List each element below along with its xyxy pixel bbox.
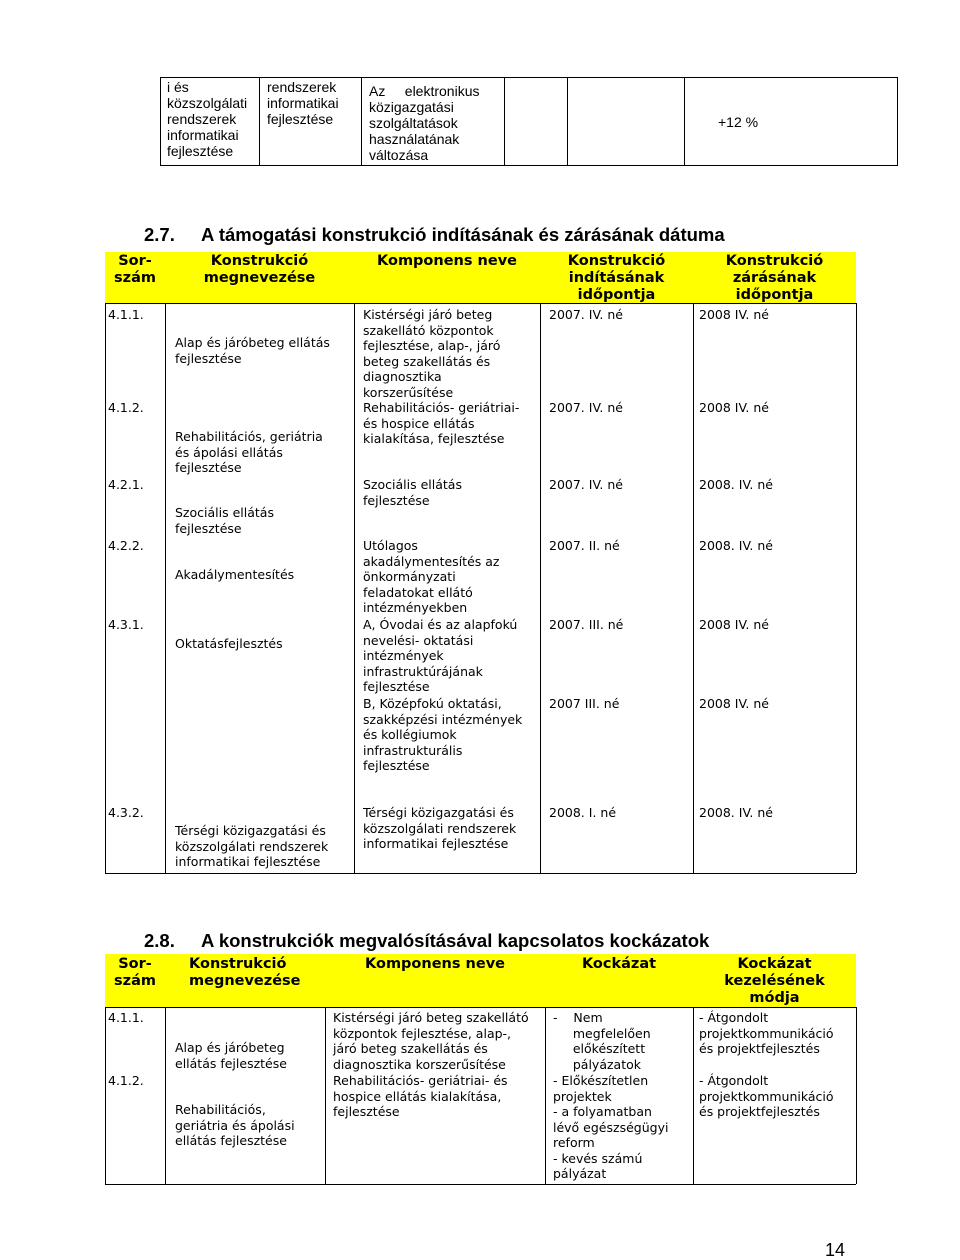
risk-row-komponens: Rehabilitációs- geriátriai- és hospice ellátás kialakítása, fejlesztése [333, 1073, 508, 1119]
top-table-col2: rendszerek informatikai fejlesztése [267, 79, 339, 127]
header-komponens: Komponens neve [365, 956, 505, 972]
row-komponens: Utólagos akadálymentesítés az önkormányzati feladatokat ellátó intézményekben [363, 538, 500, 615]
risk-row-sorszam: 4.1.1. [108, 1010, 144, 1025]
row-zaras: 2008 IV. né [699, 617, 769, 632]
row-zaras: 2008 IV. né [699, 400, 769, 415]
row-inditas: 2007. IV. né [549, 307, 623, 322]
section-2-7-number: 2.7. [144, 224, 175, 245]
row-sorszam: 4.3.1. [108, 617, 144, 632]
section-2-7-title: A támogatási konstrukció indításának és zárásának dátuma [201, 224, 725, 245]
row-konstrukcio: Rehabilitációs, geriátria és ápolási ellátás fejlesztése [175, 429, 323, 475]
row-konstrukcio: Szociális ellátás fejlesztése [175, 505, 274, 536]
risk-row-konstrukcio: Rehabilitációs, geriátria és ápolási ellátás fejlesztése [175, 1102, 295, 1148]
risk-row-kezeles: - Átgondolt projektkommunikáció és projektfejlesztés [699, 1073, 834, 1119]
row-konstrukcio: Oktatásfejlesztés [175, 636, 283, 651]
row-inditas: 2007. III. né [549, 617, 624, 632]
row-komponens: Rehabilitációs- geriátriai- és hospice ellátás kialakítása, fejlesztése [363, 400, 520, 446]
header-konstrukcio: Konstrukció megnevezése [189, 956, 301, 989]
risk-row-kockazat: - Nem megfelelően előkészített pályázatok [553, 1010, 651, 1072]
risk-row-kockazat: - Előkészítetlen projektek - a folyamatban lévő egészségügyi reform - kevés számú pályázat [553, 1073, 669, 1181]
top-table-col1: i és közszolgálati rendszerek informatikai fejlesztése [167, 79, 248, 159]
row-inditas: 2008. I. né [549, 805, 617, 820]
top-table-col6: +12 % [718, 114, 759, 130]
row-sorszam: 4.3.2. [108, 805, 144, 820]
risk-row-konstrukcio: Alap és járóbeteg ellátás fejlesztése [175, 1040, 287, 1071]
row-zaras: 2008 IV. né [699, 696, 769, 711]
row-komponens: A, Óvodai és az alapfokú nevelési- oktatási intézmények infrastruktúrájának fejlesztése [363, 617, 518, 694]
header-sorszam: Sor- szám [114, 956, 156, 989]
section-2-8-number: 2.8. [144, 930, 175, 951]
row-komponens: Kistérségi járó beteg szakellátó központok fejlesztése, alap-, járó beteg szakellátás és diagnosztika korszerűsítése [363, 307, 501, 400]
row-komponens: Szociális ellátás fejlesztése [363, 477, 462, 508]
header-kockazat: Kockázat [581, 956, 657, 972]
row-konstrukcio: Alap és járóbeteg ellátás fejlesztése [175, 335, 330, 366]
risk-row-sorszam: 4.1.2. [108, 1073, 144, 1088]
row-inditas: 2007. IV. né [549, 477, 623, 492]
header-sorszam: Sor- szám [114, 253, 156, 286]
header-kezeles: Kockázat kezelésének módja [724, 956, 825, 1006]
row-zaras: 2008. IV. né [699, 805, 773, 820]
header-zaras: Konstrukció zárásának időpontja [725, 253, 824, 303]
row-sorszam: 4.2.1. [108, 477, 144, 492]
row-sorszam: 4.1.2. [108, 400, 144, 415]
row-inditas: 2007. IV. né [549, 400, 623, 415]
top-table-col3: Az elektronikus közigazgatási szolgáltatások használatának változása [369, 83, 480, 163]
page-number: 14 [825, 1240, 846, 1260]
row-inditas: 2007 III. né [549, 696, 620, 711]
risk-row-komponens: Kistérségi járó beteg szakellátó központok fejlesztése, alap-, járó beteg szakellátás és diagnosztika korszerűsítése [333, 1010, 529, 1072]
row-zaras: 2008. IV. né [699, 538, 773, 553]
row-konstrukcio: Akadálymentesítés [175, 567, 295, 582]
section-2-8-title: A konstrukciók megvalósításával kapcsolatos kockázatok [201, 930, 710, 951]
risk-row-kezeles: - Átgondolt projektkommunikáció és projektfejlesztés [699, 1010, 834, 1056]
row-konstrukcio: Térségi közigazgatási és közszolgálati rendszerek informatikai fejlesztése [175, 823, 329, 869]
header-komponens: Komponens neve [377, 253, 517, 269]
row-komponens: Térségi közigazgatási és közszolgálati rendszerek informatikai fejlesztése [363, 805, 517, 851]
row-sorszam: 4.1.1. [108, 307, 144, 322]
row-sorszam: 4.2.2. [108, 538, 144, 553]
row-zaras: 2008. IV. né [699, 477, 773, 492]
header-konstrukcio: Konstrukció megnevezése [203, 253, 316, 286]
row-inditas: 2007. II. né [549, 538, 620, 553]
row-komponens: B, Középfokú oktatási, szakképzési intézmények és kollégiumok infrastrukturális fejlesztése [363, 696, 523, 773]
header-inditas: Konstrukció indításának időpontja [567, 253, 666, 303]
row-zaras: 2008 IV. né [699, 307, 769, 322]
